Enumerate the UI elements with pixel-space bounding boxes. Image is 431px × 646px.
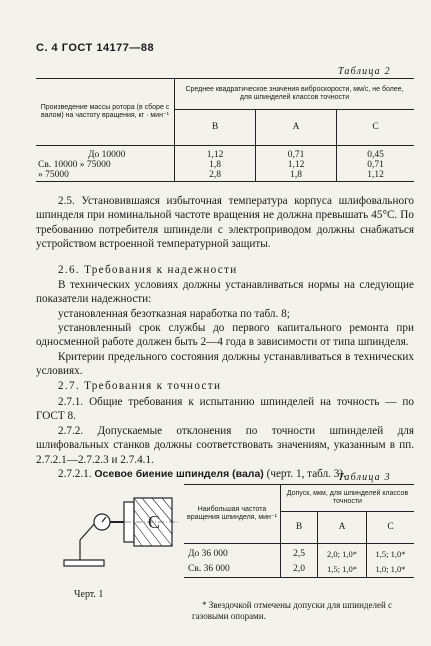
table-2-col-b: В bbox=[175, 109, 256, 145]
table-3-cell: 2,5 bbox=[281, 543, 318, 561]
paragraph-2-6-intro: В технических условиях должны устанавливаться нормы на следующие показатели надежности: bbox=[36, 279, 414, 306]
page-header: С. 4 ГОСТ 14177—88 bbox=[36, 42, 155, 54]
table-2-cell: 1,12 bbox=[175, 145, 256, 160]
paragraph-2-5: 2.5. Установившаяся избыточная температура корпуса шлифовального шпинделя при номинальной частоте вращения не должна превышать 45°С. По требованию потребителя шпиндели с электроприводом должны снабжаться устройством встроенной температурной защиты. bbox=[36, 195, 414, 250]
table-2-cell: 0,45 bbox=[367, 149, 384, 160]
table-2-col-a: А bbox=[256, 109, 337, 145]
table-2-col-c: С bbox=[337, 109, 415, 145]
table-3-caption: Таблица 3 bbox=[338, 472, 391, 483]
table-2-cell: 1,8 bbox=[175, 160, 256, 170]
table-3-cell: 2,0; 1,0* bbox=[318, 543, 367, 561]
indicator-base bbox=[64, 560, 104, 566]
table-3-cell: 2,0 bbox=[281, 561, 318, 577]
figure-1-drawing bbox=[38, 492, 178, 582]
table-2-cell: 1,12 bbox=[256, 160, 337, 170]
table-2-row-label: До 10000 bbox=[36, 145, 175, 160]
rotation-mark: C bbox=[148, 512, 161, 532]
table-2-row-header: Произведение массы ротора (в сборе с валом) на частоту вращения, кг · мин⁻¹ bbox=[36, 79, 175, 145]
stand-arm bbox=[80, 522, 96, 540]
table-3-col-b: В bbox=[281, 511, 318, 543]
table-3-footnote: * Звездочкой отмечены допуски для шпинделей с газовыми опорами. bbox=[192, 600, 393, 621]
table-2-cell: 2,8 bbox=[175, 170, 256, 182]
clause-number: 2.7.2.1. bbox=[58, 468, 92, 480]
table-3-row-label: До 36 000 bbox=[184, 543, 281, 561]
section-heading-2-6: 2.6. Требования к надежности bbox=[58, 264, 238, 276]
table-3-cell: 1,0; 1,0* bbox=[367, 561, 415, 577]
table-3-cell: 1,5; 1,0* bbox=[375, 548, 406, 559]
paragraph-2-6-criteria: Критерии предельного состояния должны устанавливаться в технических условиях. bbox=[36, 351, 414, 378]
table-3-col-c: С bbox=[367, 511, 415, 543]
table-2 bbox=[36, 79, 414, 182]
table-3-row-label: Св. 36 000 bbox=[184, 561, 281, 577]
clause-reference: (черт. 1, табл. 3). bbox=[266, 468, 346, 480]
paragraph-2-7-1: 2.7.1. Общие требования к испытанию шпинделей на точность — по ГОСТ 8. bbox=[36, 396, 414, 423]
table-3-cell: 1,5; 1,0* bbox=[318, 561, 367, 577]
paragraph-2-6-item-1: установленная безотказная наработка по табл. 8; bbox=[58, 308, 290, 320]
clause-title: Осевое биение шпинделя (вала) bbox=[94, 468, 264, 480]
table-3-group-header: Допуск, мкм, для шпинделей классов точности bbox=[281, 485, 415, 511]
paragraph-2-7-2: 2.7.2. Допускаемые отклонения по точности шпинделей для шлифовальных станков должны соответствовать значениям, указанным в пп. 2.7.2.1—2.7.2.3 и 2.7.4.1. bbox=[36, 425, 414, 466]
table-2-cell: 0,71 bbox=[256, 145, 337, 160]
table-2-row-label: » 75000 bbox=[36, 170, 175, 182]
table-2-cell: 1,12 bbox=[337, 170, 415, 182]
table-2-group-header: Среднее квадратическое значения виброскорости, мм/с, не более, для шпинделей классов точности bbox=[175, 79, 415, 109]
table-2-cell: 0,71 bbox=[367, 159, 384, 170]
table-3-col-a: А bbox=[318, 511, 367, 543]
table-3 bbox=[184, 485, 414, 578]
table-2-caption: Таблица 2 bbox=[338, 66, 391, 77]
paragraph-2-6-item-2: установленный срок службы до первого капитального ремонта при односменной работе должен быть 2—4 года в зависимости от типа шпинделя. bbox=[36, 322, 414, 349]
section-heading-2-7: 2.7. Требования к точности bbox=[58, 380, 222, 392]
table-2-row-label: Св. 10000 » 75000 bbox=[36, 160, 175, 170]
table-2-cell: 1,8 bbox=[256, 170, 337, 182]
table-3-row-header: Наибольшая частота вращения шпинделя, мин⁻¹ bbox=[184, 485, 281, 543]
figure-1-caption: Черт. 1 bbox=[74, 589, 104, 600]
